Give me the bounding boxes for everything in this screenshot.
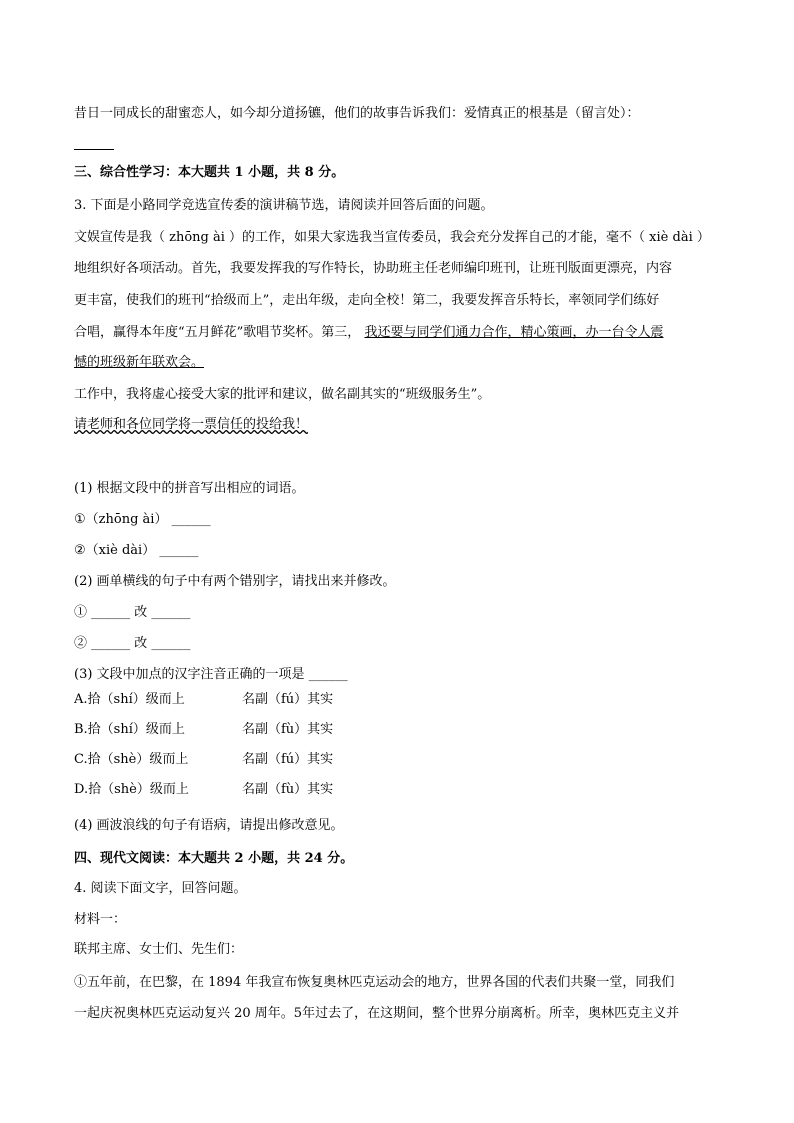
option-c-part-1: C.拾（shè）级而上 (74, 752, 189, 767)
option-a-part-1: A.拾（shí）级而上 (74, 692, 185, 707)
option-c (74, 750, 474, 769)
material-1-line-3: 一起庆祝奥林匹克运动复兴 20 周年。5年过去了，在这期间，整个世界分崩离析。所幸，奥林匹克主义并 (74, 1006, 680, 1021)
passage-line-1: 文娱宣传是我（ zhōng ài ）的工作，如果大家选我当宣传委员，我会充分发挥自己的才能，毫不（ xiè dài ） (74, 230, 710, 245)
option-b (74, 720, 474, 739)
answer-blank[interactable] (74, 149, 114, 150)
material-1-line-2: ①五年前，在巴黎，在 1894 年我宣布恢复奥林匹克运动会的地方，世界各国的代表们共聚一堂，同我们 (74, 975, 675, 990)
option-c-part-2: 名副（fú）其实 (242, 752, 334, 767)
option-b-part-1: B.拾（shí）级而上 (74, 722, 185, 737)
option-d-part-1: D.拾（shè）级而上 (74, 782, 189, 797)
passage-line-7-wavy: 请老师和各位同学将一票信任的投给我！ (74, 417, 309, 432)
option-b-part-2: 名副（fù）其实 (242, 722, 334, 737)
passage-line-6: 工作中，我将虚心接受大家的批评和建议，做名副其实的“班级服务生”。 (74, 387, 491, 402)
subquestion-1a: ①（zhōng ài） ______ (74, 512, 211, 527)
subquestion-2a: ① ______ 改 ______ (74, 605, 191, 620)
subquestion-2: (2) 画单横线的句子中有两个错别字，请找出来并修改。 (74, 574, 396, 589)
section-3-heading: 三、综合性学习：本大题共 1 小题，共 8 分。 (74, 165, 345, 180)
option-d (74, 780, 474, 799)
material-1-line-1: 联邦主席、女士们、先生们： (74, 942, 244, 957)
option-a-part-2: 名副（fú）其实 (242, 692, 334, 707)
option-a (74, 690, 474, 709)
underlined-sentence-part-1: 我还要与同学们通力合作，精心策画，办一台令人震 (364, 325, 664, 340)
line-1: 昔日一同成长的甜蜜恋人，如今却分道扬镳，他们的故事告诉我们：爱情真正的根基是（留言处）： (74, 106, 640, 121)
option-d-part-2: 名副（fù）其实 (242, 782, 334, 797)
subquestion-1b: ②（xiè dài） ______ (74, 543, 199, 558)
section-4-heading: 四、现代文阅读：本大题共 2 小题，共 24 分。 (74, 851, 354, 866)
subquestion-3: (3) 文段中加点的汉字注音正确的一项是 ______ (74, 667, 348, 682)
subquestion-4: (4) 画波浪线的句子有语病，请提出修改意见。 (74, 818, 344, 833)
question-3-prompt: 3. 下面是小路同学竞选宣传委的演讲稿节选，请阅读并回答后面的问题。 (74, 198, 494, 213)
passage-line-4-plain: 合唱，赢得本年度“五月鲜花”歌唱节奖杯。第三， (74, 325, 361, 340)
material-1-label: 材料一： (74, 912, 127, 927)
passage-line-3: 更丰富，使我们的班刊“拾级而上”，走出年级，走向全校！第二，我要发挥音乐特长，率领同学们练好 (74, 293, 660, 308)
subquestion-2b: ② ______ 改 ______ (74, 636, 191, 651)
passage-line-2: 地组织好各项活动。首先，我要发挥我的写作特长，协助班主任老师编印班刊，让班刊版面更漂亮，内容 (74, 261, 673, 276)
question-4-prompt: 4. 阅读下面文字，回答问题。 (74, 881, 247, 896)
passage-line-5: 憾的班级新年联欢会。 (74, 355, 205, 370)
subquestion-1: (1) 根据文段中的拼音写出相应的词语。 (74, 481, 305, 496)
passage-line-4 (74, 323, 663, 342)
